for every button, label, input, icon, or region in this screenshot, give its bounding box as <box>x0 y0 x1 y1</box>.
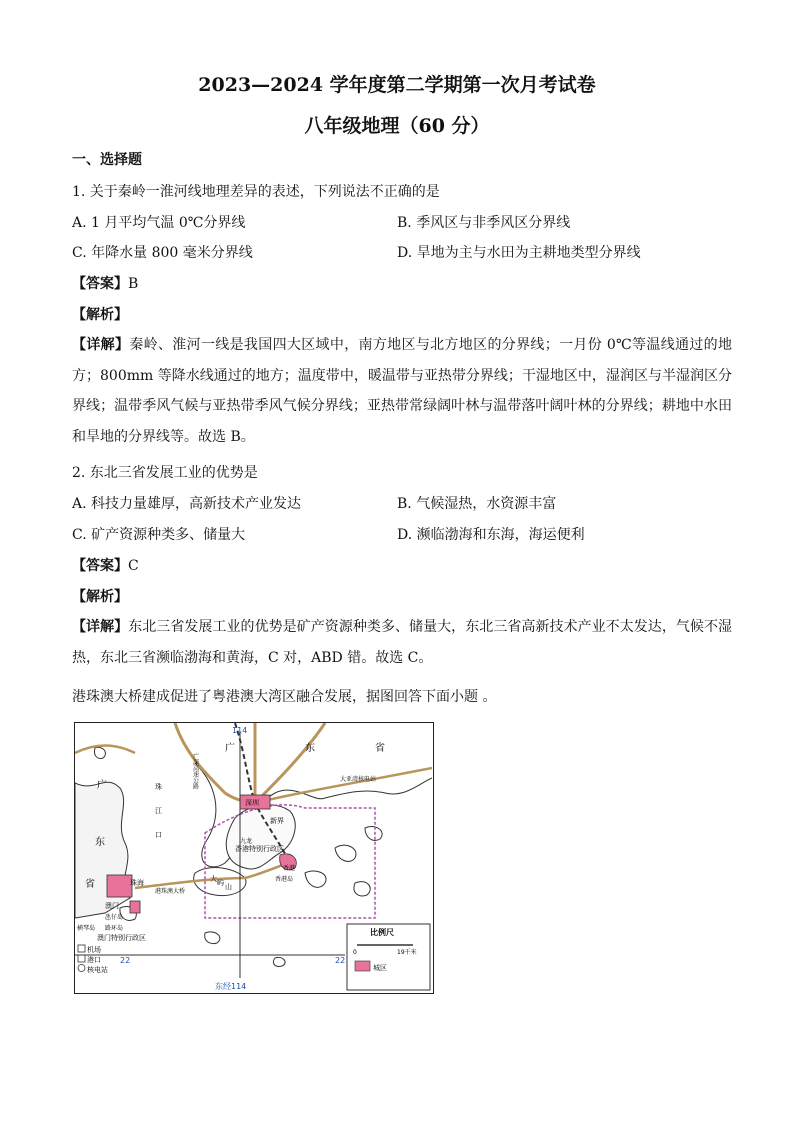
kowloon-label: 九龙 <box>240 838 253 845</box>
page-subtitle: 八年级地理（60 分） <box>304 115 490 137</box>
q2-option-c: C. 矿产资源种类多、储量大 <box>72 527 246 543</box>
macau-region-label: 澳门特别行政区 <box>97 934 146 942</box>
q1-option-c: C. 年降水量 800 毫米分界线 <box>72 245 253 261</box>
hk-city-label: 香港 <box>283 865 296 872</box>
lat-left-label: 22 <box>120 956 131 965</box>
nuclear-icon <box>78 965 85 972</box>
pearl-label-1: 珠 <box>155 783 162 791</box>
q2-detail-text: 东北三省发展工业的优势是矿产资源种类多、储量大，东北三省高新技术产业不太发达，气候不湿热，东北三省濒临渤海和黄海，C 对，ABD 错。故选 C。 <box>72 619 733 666</box>
legend-airport: 机场 <box>87 946 101 954</box>
hk-island-label: 香港岛 <box>275 876 294 883</box>
pearl-label-3: 口 <box>155 831 162 839</box>
legend-nuclear: 核电站 <box>87 966 108 974</box>
q1-analysis-tag: 【解析】 <box>72 307 128 323</box>
lon-top-label: 114 <box>232 726 248 735</box>
answer-tag: 【答案】 <box>72 276 128 292</box>
island <box>365 826 382 840</box>
macau-city <box>130 901 140 913</box>
highway-label: 广深高速公路 <box>191 753 199 789</box>
lantau-label-3: 山 <box>225 883 232 891</box>
q2-stem: 2. 东北三省发展工业的优势是 <box>72 465 258 481</box>
zhuhai-city <box>107 875 132 897</box>
page-title: 2023—2024 学年度第二学期第一次月考试卷 <box>198 74 596 96</box>
q1-option-a: A. 1 月平均气温 0℃分界线 <box>72 215 246 231</box>
guangdong-label-3: 省 <box>375 743 385 754</box>
detail-tag: 【详解】 <box>72 337 130 353</box>
q2-option-d: D. 濒临渤海和东海，海运便利 <box>397 527 585 543</box>
pearl-river-delta-map <box>74 722 434 994</box>
scale-legend-box <box>347 924 430 990</box>
q1-detail <box>72 330 732 452</box>
q2-detail <box>72 612 732 673</box>
sheng-left-label: 省 <box>85 879 95 890</box>
coastline <box>75 782 130 918</box>
scale-zero: 0 <box>353 949 357 956</box>
island <box>94 747 105 758</box>
q2-option-b: B. 气候湿热，水资源丰富 <box>397 496 557 512</box>
section-heading: 一、选择题 <box>72 152 142 168</box>
newterr-label: 新界 <box>270 817 284 825</box>
q2-option-a: A. 科技力量雄厚，高新技术产业发达 <box>72 496 302 512</box>
island <box>205 932 220 944</box>
guangdong-label-1: 广 <box>225 743 235 754</box>
guangdong-left-1: 广 <box>97 780 107 791</box>
highway-road <box>175 723 255 803</box>
map-intro: 港珠澳大桥建成促进了粤港澳大湾区融合发展，据图回答下面小题 。 <box>72 689 497 705</box>
macau-label: 澳门 <box>105 902 119 910</box>
bridge-label: 港珠澳大桥 <box>155 888 186 895</box>
port-icon <box>78 955 85 962</box>
q1-option-d: D. 旱地为主与水田为主耕地类型分界线 <box>397 245 641 261</box>
q2-answer: C <box>128 558 139 574</box>
q1-answer: B <box>128 276 139 292</box>
airport-icon <box>78 945 85 952</box>
island <box>354 882 370 896</box>
pearl-label-2: 江 <box>155 807 162 815</box>
guangdong-left-2: 东 <box>95 837 105 848</box>
scale-title: 比例尺 <box>370 928 394 937</box>
road <box>255 768 432 803</box>
lon-bottom-label: 东经114 <box>215 982 247 991</box>
scale-19km: 19千米 <box>397 949 417 956</box>
q1-detail-text: 秦岭、淮河一线是我国四大区域中，南方地区与北方地区的分界线；一月份 0℃等温线通过的地方；800mm 等降水线通过的地方；温度带中，暖温带与亚热带分界线；干湿地区中，湿润区与半湿润区分界线；温带季风气候与亚热带季风气候分界线；亚热带常绿阔叶林与温带落叶阔叶林的分界线；耕地中水田和旱地的分界线等。故选 B。 <box>72 337 732 445</box>
city-legend-swatch <box>355 961 370 971</box>
legend-city: 城区 <box>373 964 387 972</box>
shenzhen-label: 深圳 <box>245 799 259 807</box>
lat-right-label: 22 <box>335 956 346 965</box>
q2-analysis-tag: 【解析】 <box>72 589 128 605</box>
hk-region-label: 香港特别行政区 <box>235 845 284 853</box>
lantau-label-2: 屿 <box>217 879 224 887</box>
q2-answer-row <box>72 556 139 576</box>
dayawan-label: 大亚湾核电站 <box>340 776 377 783</box>
island <box>305 871 326 887</box>
q1-answer-row <box>72 274 138 294</box>
island <box>273 957 285 966</box>
q1-option-b: B. 季风区与非季风区分界线 <box>397 215 571 231</box>
q1-stem: 1. 关于秦岭一淮河线地理差异的表述，下列说法不正确的是 <box>72 184 440 200</box>
lantau-label-1: 大 <box>210 875 217 883</box>
map-legend-symbols <box>78 945 108 974</box>
coloane-label: 路环岛 <box>105 925 124 932</box>
legend-port: 港口 <box>87 956 101 964</box>
taipa-label: 氹仔岛 <box>105 914 124 921</box>
zhuhai-label: 珠海 <box>130 879 144 887</box>
hengqin-label: 横琴岛 <box>77 925 96 932</box>
island <box>335 845 356 861</box>
answer-tag: 【答案】 <box>72 558 128 574</box>
detail-tag: 【详解】 <box>72 619 129 635</box>
guangdong-label-2: 东 <box>305 743 315 754</box>
